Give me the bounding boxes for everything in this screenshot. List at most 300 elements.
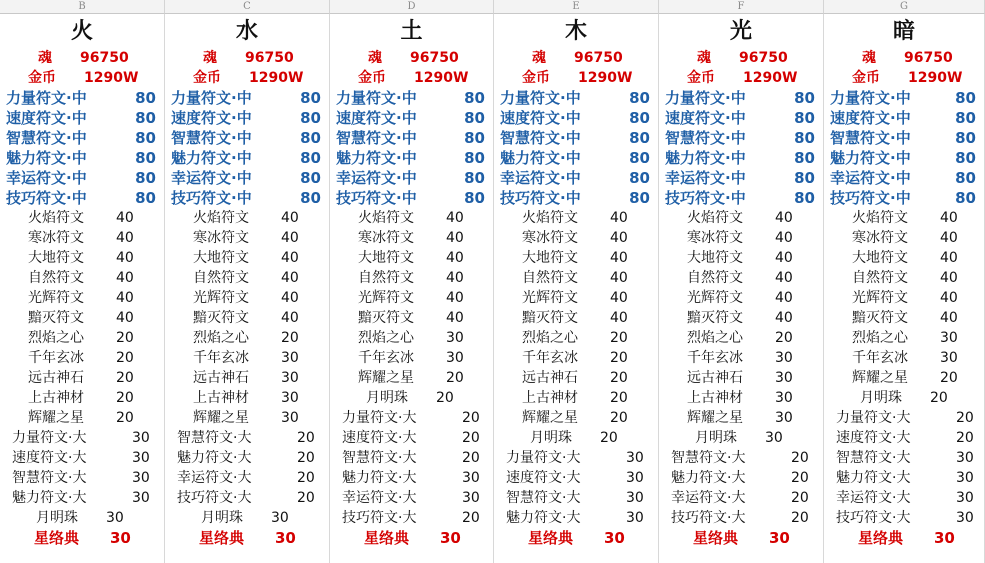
material-row[interactable] — [165, 328, 329, 348]
material-row[interactable] — [330, 428, 493, 448]
material-value: 20 — [297, 490, 315, 506]
material-name: 智慧符文·大 — [177, 430, 252, 446]
material-value: 30 — [281, 350, 299, 366]
material-name: 火焰符文 — [522, 210, 578, 226]
material-row[interactable] — [0, 468, 164, 488]
material-row[interactable] — [0, 488, 164, 508]
rune-value: 80 — [464, 189, 485, 207]
material-name: 力量符文·大 — [12, 430, 87, 446]
medium-rune-row[interactable] — [165, 168, 329, 188]
column-header[interactable]: D — [330, 0, 494, 14]
gold-cost-row[interactable] — [0, 68, 164, 88]
rune-value: 80 — [135, 89, 156, 107]
medium-rune-row[interactable] — [824, 88, 984, 108]
footer-label: 星络典 — [364, 529, 410, 547]
material-value: 20 — [436, 390, 454, 406]
gold-cost-row[interactable] — [165, 68, 329, 88]
soul-value: 96750 — [410, 50, 459, 66]
material-name: 智慧符文·大 — [342, 450, 417, 466]
column-header[interactable]: B — [0, 0, 165, 14]
rune-value: 80 — [464, 149, 485, 167]
material-row[interactable] — [165, 508, 329, 528]
material-row[interactable] — [659, 268, 823, 288]
footer-row[interactable] — [330, 528, 493, 548]
material-value: 30 — [956, 490, 974, 506]
medium-rune-row[interactable] — [824, 108, 984, 128]
medium-rune-row[interactable] — [824, 128, 984, 148]
material-row[interactable] — [494, 228, 658, 248]
rune-name: 力量符文·中 — [665, 89, 746, 107]
material-name: 智慧符文·大 — [12, 470, 87, 486]
medium-rune-row[interactable] — [165, 148, 329, 168]
medium-rune-row[interactable] — [330, 108, 493, 128]
medium-rune-row[interactable] — [330, 168, 493, 188]
material-name: 火焰符文 — [193, 210, 249, 226]
soul-label: 魂 — [697, 50, 711, 66]
rune-value: 80 — [464, 89, 485, 107]
medium-rune-row[interactable] — [824, 168, 984, 188]
column-header[interactable]: G — [824, 0, 985, 14]
material-row[interactable] — [659, 368, 823, 388]
medium-rune-row[interactable] — [824, 188, 984, 208]
rune-name: 速度符文·中 — [336, 109, 417, 127]
rune-name: 智慧符文·中 — [6, 129, 87, 147]
material-value: 40 — [116, 230, 134, 246]
material-value: 30 — [956, 470, 974, 486]
material-row[interactable] — [330, 208, 493, 228]
material-row[interactable] — [659, 228, 823, 248]
material-row[interactable] — [494, 268, 658, 288]
material-row[interactable] — [330, 488, 493, 508]
material-row[interactable] — [330, 348, 493, 368]
material-value: 40 — [446, 210, 464, 226]
material-row[interactable] — [0, 248, 164, 268]
element-title[interactable]: 火 — [70, 18, 93, 44]
material-row[interactable] — [494, 388, 658, 408]
medium-rune-row[interactable] — [165, 188, 329, 208]
material-value: 40 — [281, 290, 299, 306]
material-row[interactable] — [494, 308, 658, 328]
material-row[interactable] — [165, 268, 329, 288]
material-row[interactable] — [824, 508, 984, 528]
gold-value: 1290W — [908, 70, 963, 86]
material-row[interactable] — [330, 368, 493, 388]
medium-rune-row[interactable] — [330, 188, 493, 208]
medium-rune-row[interactable] — [330, 128, 493, 148]
material-value: 40 — [610, 250, 628, 266]
material-name: 烈焰之心 — [522, 330, 578, 346]
material-value: 20 — [775, 330, 793, 346]
material-row[interactable] — [824, 488, 984, 508]
material-name: 烈焰之心 — [687, 330, 743, 346]
material-name: 千年玄冰 — [193, 350, 249, 366]
material-value: 30 — [271, 510, 289, 526]
rune-value: 80 — [464, 109, 485, 127]
gold-cost-row[interactable] — [330, 68, 493, 88]
material-row[interactable] — [0, 348, 164, 368]
medium-rune-row[interactable] — [165, 128, 329, 148]
rune-value: 80 — [135, 189, 156, 207]
material-value: 20 — [791, 450, 809, 466]
material-row[interactable] — [330, 228, 493, 248]
material-row[interactable] — [0, 308, 164, 328]
material-row[interactable] — [165, 408, 329, 428]
material-value: 40 — [610, 210, 628, 226]
medium-rune-row[interactable] — [659, 128, 823, 148]
material-row[interactable] — [0, 508, 164, 528]
material-row[interactable] — [330, 388, 493, 408]
soul-cost-row[interactable] — [824, 48, 984, 68]
soul-cost-row[interactable] — [494, 48, 658, 68]
material-value: 40 — [281, 270, 299, 286]
material-value: 20 — [116, 410, 134, 426]
rune-name: 智慧符文·中 — [500, 129, 581, 147]
material-row[interactable] — [330, 288, 493, 308]
gold-value: 1290W — [249, 70, 304, 86]
material-name: 智慧符文·大 — [506, 490, 581, 506]
rune-value: 80 — [794, 189, 815, 207]
material-name: 月明珠 — [201, 510, 243, 526]
medium-rune-row[interactable] — [0, 88, 164, 108]
material-value: 20 — [116, 390, 134, 406]
footer-value: 30 — [604, 529, 625, 547]
material-row[interactable] — [0, 228, 164, 248]
material-value: 40 — [116, 210, 134, 226]
medium-rune-row[interactable] — [0, 188, 164, 208]
footer-row[interactable] — [659, 528, 823, 548]
material-row[interactable] — [824, 388, 984, 408]
material-value: 30 — [281, 370, 299, 386]
material-name: 魅力符文·大 — [506, 510, 581, 526]
medium-rune-row[interactable] — [494, 148, 658, 168]
material-row[interactable] — [165, 428, 329, 448]
material-name: 幸运符文·大 — [342, 490, 417, 506]
material-row[interactable] — [330, 408, 493, 428]
material-value: 40 — [281, 210, 299, 226]
material-value: 40 — [775, 310, 793, 326]
medium-rune-row[interactable] — [0, 108, 164, 128]
rune-name: 速度符文·中 — [500, 109, 581, 127]
material-name: 辉耀之星 — [28, 410, 84, 426]
column-header[interactable]: C — [165, 0, 330, 14]
soul-cost-row[interactable] — [659, 48, 823, 68]
gold-label: 金币 — [28, 70, 56, 86]
medium-rune-row[interactable] — [494, 108, 658, 128]
footer-label: 星络典 — [858, 529, 904, 547]
material-row[interactable] — [494, 328, 658, 348]
material-row[interactable] — [330, 468, 493, 488]
material-row[interactable] — [824, 208, 984, 228]
material-value: 30 — [446, 350, 464, 366]
material-value: 20 — [610, 330, 628, 346]
material-row[interactable] — [659, 428, 823, 448]
rune-value: 80 — [300, 109, 321, 127]
gold-cost-row[interactable] — [494, 68, 658, 88]
rune-name: 魅力符文·中 — [6, 149, 87, 167]
material-value: 40 — [940, 270, 958, 286]
material-value: 30 — [775, 390, 793, 406]
material-row[interactable] — [659, 348, 823, 368]
footer-row[interactable] — [494, 528, 658, 548]
material-name: 黯灭符文 — [852, 310, 908, 326]
material-row[interactable] — [659, 448, 823, 468]
material-name: 大地符文 — [687, 250, 743, 266]
column-header[interactable]: E — [494, 0, 659, 14]
material-value: 40 — [940, 290, 958, 306]
material-row[interactable] — [330, 508, 493, 528]
element-title[interactable]: 土 — [400, 18, 423, 44]
rune-value: 80 — [955, 169, 976, 187]
medium-rune-row[interactable] — [659, 88, 823, 108]
medium-rune-row[interactable] — [330, 148, 493, 168]
material-name: 月明珠 — [530, 430, 572, 446]
gold-value: 1290W — [743, 70, 798, 86]
material-row[interactable] — [0, 428, 164, 448]
material-name: 火焰符文 — [687, 210, 743, 226]
material-row[interactable] — [494, 448, 658, 468]
material-name: 技巧符文·大 — [671, 510, 746, 526]
gold-value: 1290W — [84, 70, 139, 86]
rune-name: 幸运符文·中 — [665, 169, 746, 187]
material-row[interactable] — [494, 348, 658, 368]
material-row[interactable] — [165, 208, 329, 228]
medium-rune-row[interactable] — [330, 88, 493, 108]
material-name: 幸运符文·大 — [836, 490, 911, 506]
soul-value: 96750 — [574, 50, 623, 66]
medium-rune-row[interactable] — [659, 108, 823, 128]
material-value: 30 — [132, 470, 150, 486]
rune-name: 速度符文·中 — [665, 109, 746, 127]
material-name: 光辉符文 — [687, 290, 743, 306]
material-row[interactable] — [659, 508, 823, 528]
material-row[interactable] — [165, 488, 329, 508]
gold-value: 1290W — [578, 70, 633, 86]
material-row[interactable] — [824, 428, 984, 448]
material-name: 光辉符文 — [852, 290, 908, 306]
rune-value: 80 — [794, 129, 815, 147]
material-row[interactable] — [659, 208, 823, 228]
material-row[interactable] — [494, 508, 658, 528]
material-row[interactable] — [824, 328, 984, 348]
material-row[interactable] — [494, 208, 658, 228]
material-row[interactable] — [659, 308, 823, 328]
material-value: 30 — [281, 410, 299, 426]
material-name: 技巧符文·大 — [836, 510, 911, 526]
material-value: 40 — [940, 230, 958, 246]
footer-row[interactable] — [0, 528, 164, 548]
material-name: 自然符文 — [687, 270, 743, 286]
soul-cost-row[interactable] — [165, 48, 329, 68]
material-row[interactable] — [494, 488, 658, 508]
medium-rune-row[interactable] — [659, 168, 823, 188]
material-value: 20 — [462, 410, 480, 426]
material-value: 40 — [610, 310, 628, 326]
material-row[interactable] — [0, 388, 164, 408]
material-row[interactable] — [0, 408, 164, 428]
material-row[interactable] — [330, 328, 493, 348]
material-value: 40 — [281, 250, 299, 266]
material-row[interactable] — [165, 228, 329, 248]
material-value: 40 — [610, 230, 628, 246]
element-title[interactable]: 水 — [235, 18, 258, 44]
rune-name: 速度符文·中 — [171, 109, 252, 127]
medium-rune-row[interactable] — [0, 168, 164, 188]
medium-rune-row[interactable] — [494, 88, 658, 108]
material-name: 魅力符文·大 — [342, 470, 417, 486]
material-name: 黯灭符文 — [28, 310, 84, 326]
material-row[interactable] — [824, 348, 984, 368]
element-title[interactable]: 木 — [564, 18, 587, 44]
material-name: 千年玄冰 — [522, 350, 578, 366]
material-row[interactable] — [330, 248, 493, 268]
material-row[interactable] — [330, 448, 493, 468]
material-row[interactable] — [659, 328, 823, 348]
column-header[interactable]: F — [659, 0, 824, 14]
material-row[interactable] — [659, 248, 823, 268]
medium-rune-row[interactable] — [659, 188, 823, 208]
material-row[interactable] — [824, 248, 984, 268]
material-row[interactable] — [494, 368, 658, 388]
material-row[interactable] — [165, 288, 329, 308]
material-row[interactable] — [0, 208, 164, 228]
medium-rune-row[interactable] — [494, 188, 658, 208]
rune-name: 魅力符文·中 — [336, 149, 417, 167]
gold-label: 金币 — [852, 70, 880, 86]
medium-rune-row[interactable] — [0, 128, 164, 148]
rune-name: 智慧符文·中 — [171, 129, 252, 147]
material-row[interactable] — [330, 268, 493, 288]
material-name: 力量符文·大 — [342, 410, 417, 426]
medium-rune-row[interactable] — [824, 148, 984, 168]
material-name: 辉耀之星 — [522, 410, 578, 426]
rune-name: 幸运符文·中 — [336, 169, 417, 187]
rune-value: 80 — [135, 129, 156, 147]
medium-rune-row[interactable] — [659, 148, 823, 168]
material-value: 40 — [940, 250, 958, 266]
rune-value: 80 — [629, 89, 650, 107]
gold-cost-row[interactable] — [659, 68, 823, 88]
material-row[interactable] — [0, 368, 164, 388]
material-row[interactable] — [494, 428, 658, 448]
material-row[interactable] — [824, 268, 984, 288]
material-name: 力量符文·大 — [836, 410, 911, 426]
material-row[interactable] — [165, 248, 329, 268]
material-row[interactable] — [165, 388, 329, 408]
material-value: 20 — [116, 350, 134, 366]
material-row[interactable] — [165, 348, 329, 368]
rune-name: 幸运符文·中 — [830, 169, 911, 187]
material-row[interactable] — [165, 448, 329, 468]
material-name: 自然符文 — [28, 270, 84, 286]
material-name: 月明珠 — [36, 510, 78, 526]
material-row[interactable] — [824, 368, 984, 388]
material-row[interactable] — [0, 288, 164, 308]
material-row[interactable] — [824, 228, 984, 248]
rune-value: 80 — [955, 129, 976, 147]
material-value: 20 — [281, 330, 299, 346]
material-row[interactable] — [824, 408, 984, 428]
material-name: 月明珠 — [366, 390, 408, 406]
material-row[interactable] — [494, 248, 658, 268]
material-name: 寒冰符文 — [522, 230, 578, 246]
material-name: 远古神石 — [28, 370, 84, 386]
material-value: 40 — [940, 210, 958, 226]
material-value: 20 — [116, 370, 134, 386]
rune-name: 力量符文·中 — [500, 89, 581, 107]
material-row[interactable] — [824, 468, 984, 488]
footer-row[interactable] — [824, 528, 984, 548]
material-row[interactable] — [165, 308, 329, 328]
material-value: 30 — [940, 330, 958, 346]
rune-value: 80 — [955, 89, 976, 107]
material-row[interactable] — [494, 288, 658, 308]
material-row[interactable] — [494, 468, 658, 488]
material-row[interactable] — [0, 448, 164, 468]
soul-cost-row[interactable] — [330, 48, 493, 68]
material-name: 自然符文 — [852, 270, 908, 286]
material-row[interactable] — [330, 308, 493, 328]
material-name: 魅力符文·大 — [12, 490, 87, 506]
material-row[interactable] — [824, 288, 984, 308]
material-row[interactable] — [659, 388, 823, 408]
material-value: 30 — [462, 490, 480, 506]
rune-name: 速度符文·中 — [830, 109, 911, 127]
soul-cost-row[interactable] — [0, 48, 164, 68]
material-name: 上古神材 — [28, 390, 84, 406]
material-value: 20 — [462, 430, 480, 446]
footer-row[interactable] — [165, 528, 329, 548]
material-row[interactable] — [0, 328, 164, 348]
material-row[interactable] — [494, 408, 658, 428]
material-value: 40 — [281, 230, 299, 246]
material-name: 烈焰之心 — [852, 330, 908, 346]
material-row[interactable] — [659, 488, 823, 508]
material-value: 20 — [956, 430, 974, 446]
material-value: 20 — [297, 450, 315, 466]
gold-value: 1290W — [414, 70, 469, 86]
material-name: 智慧符文·大 — [836, 450, 911, 466]
material-name: 火焰符文 — [358, 210, 414, 226]
material-row[interactable] — [0, 268, 164, 288]
material-name: 烈焰之心 — [28, 330, 84, 346]
rune-value: 80 — [629, 169, 650, 187]
medium-rune-row[interactable] — [165, 108, 329, 128]
material-name: 光辉符文 — [358, 290, 414, 306]
material-row[interactable] — [824, 448, 984, 468]
material-row[interactable] — [165, 368, 329, 388]
rune-value: 80 — [464, 129, 485, 147]
medium-rune-row[interactable] — [494, 128, 658, 148]
gold-cost-row[interactable] — [824, 68, 984, 88]
medium-rune-row[interactable] — [165, 88, 329, 108]
rune-name: 技巧符文·中 — [500, 189, 581, 207]
medium-rune-row[interactable] — [494, 168, 658, 188]
material-row[interactable] — [659, 408, 823, 428]
soul-label: 魂 — [38, 50, 52, 66]
gold-label: 金币 — [193, 70, 221, 86]
material-name: 黯灭符文 — [193, 310, 249, 326]
column — [494, 14, 659, 563]
medium-rune-row[interactable] — [0, 148, 164, 168]
material-row[interactable] — [824, 308, 984, 328]
material-name: 月明珠 — [860, 390, 902, 406]
element-title[interactable]: 暗 — [892, 18, 915, 44]
element-title[interactable]: 光 — [729, 18, 752, 44]
rune-name: 技巧符文·中 — [6, 189, 87, 207]
material-row[interactable] — [659, 288, 823, 308]
material-row[interactable] — [165, 468, 329, 488]
material-row[interactable] — [659, 468, 823, 488]
